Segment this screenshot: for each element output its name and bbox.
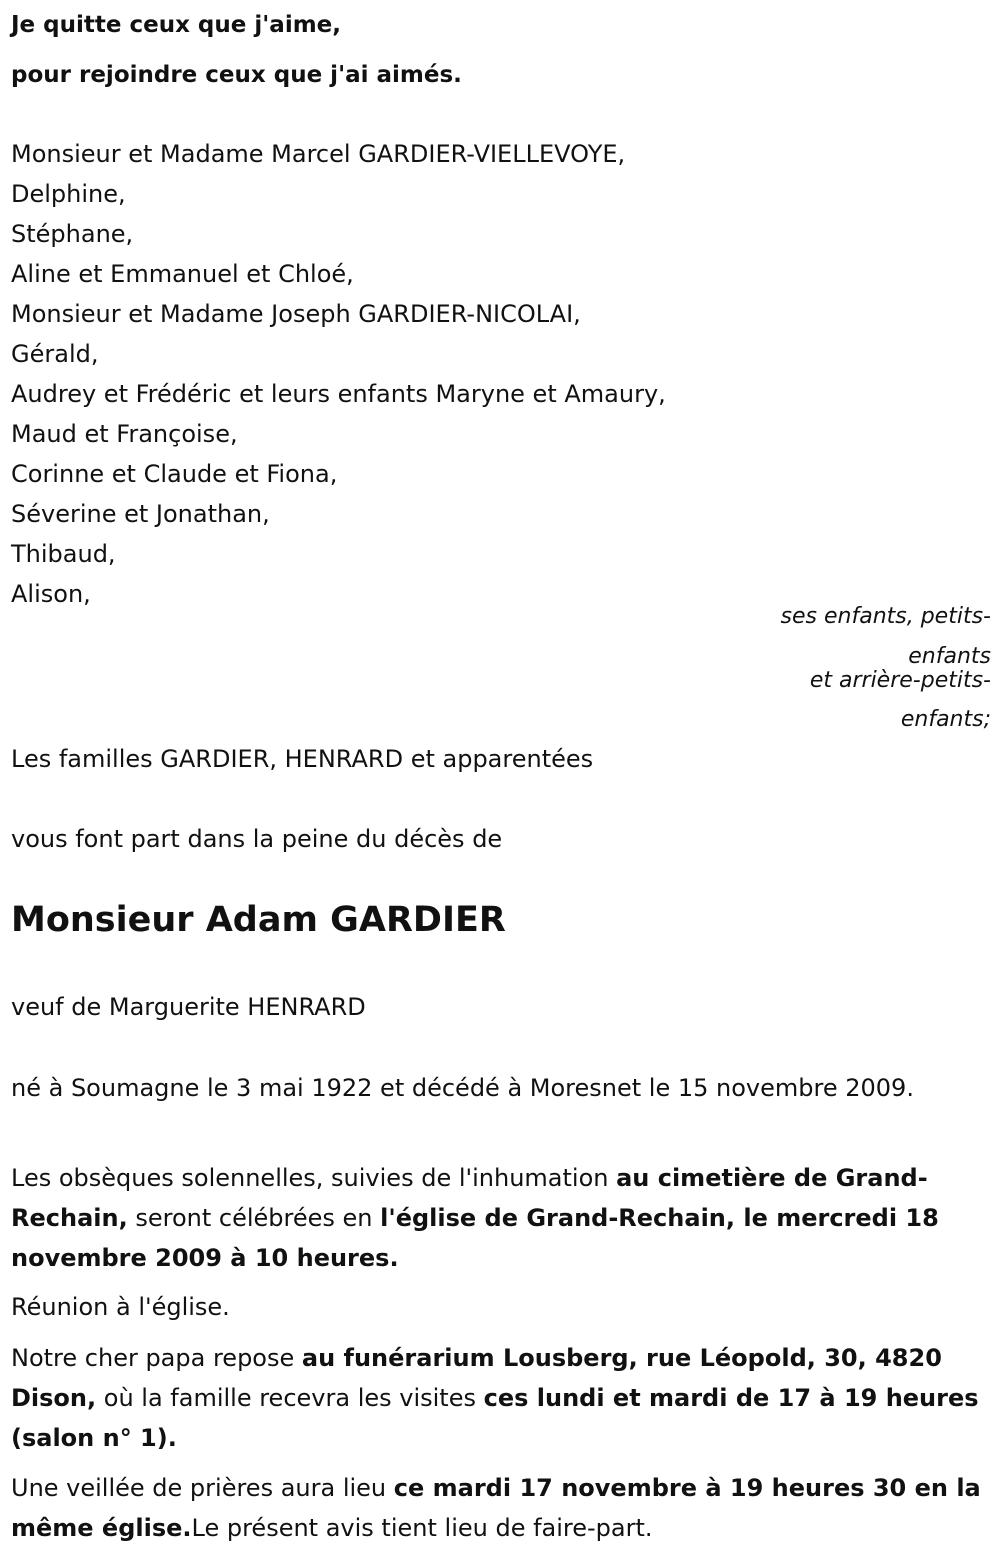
closing-note: Le présent avis tient lieu de faire-part. <box>191 1514 653 1542</box>
repose-funeral-home: au funérarium Lousberg, rue Léopold, 30, 4820 Dison, <box>11 1344 942 1412</box>
family-line: Aline et Emmanuel et Chloé, <box>11 260 354 288</box>
quote-line-1: Je quitte ceux que j'aime, <box>11 12 342 38</box>
family-line: Séverine et Jonathan, <box>11 500 270 528</box>
family-line: Gérald, <box>11 340 99 368</box>
family-line: Delphine, <box>11 180 126 208</box>
repose-visit-hours: ces lundi et mardi de 17 à 19 heures (salon n° 1). <box>11 1384 979 1452</box>
vigil-paragraph <box>11 1468 991 1548</box>
relation-line-1: ses enfants, petits- <box>780 604 991 629</box>
funeral-cemetery: au cimetière de Grand-Rechain, <box>11 1164 928 1232</box>
family-line: Stéphane, <box>11 220 134 248</box>
family-line: Maud et Françoise, <box>11 420 238 448</box>
family-line: Thibaud, <box>11 540 116 568</box>
vigil-date-place: ce mardi 17 novembre à 19 heures 30 en la même église. <box>11 1474 981 1542</box>
vigil-text: Une veillée de prières aura lieu <box>11 1474 394 1502</box>
funeral-paragraph <box>11 1158 991 1278</box>
relation-line-3: et arrière-petits- <box>809 668 991 693</box>
repose-paragraph <box>11 1338 991 1458</box>
family-line: Monsieur et Madame Marcel GARDIER-VIELLEVOYE, <box>11 140 626 168</box>
repose-text: Notre cher papa repose <box>11 1344 302 1372</box>
family-line: Corinne et Claude et Fiona, <box>11 460 338 488</box>
relation-line-4: enfants; <box>900 707 991 732</box>
deceased-name: Monsieur Adam GARDIER <box>11 900 506 940</box>
family-line: Alison, <box>11 580 91 608</box>
other-families: Les familles GARDIER, HENRARD et apparentées <box>11 745 594 773</box>
funeral-text: seront célébrées en <box>127 1204 381 1232</box>
relation-line-2: enfants <box>908 644 991 669</box>
funeral-text: Les obsèques solennelles, suivies de l'inhumation <box>11 1164 617 1192</box>
family-line: Monsieur et Madame Joseph GARDIER-NICOLAI, <box>11 300 581 328</box>
family-line: Audrey et Frédéric et leurs enfants Maryne et Amaury, <box>11 380 666 408</box>
meeting-note: Réunion à l'église. <box>11 1293 230 1321</box>
quote-line-2: pour rejoindre ceux que j'ai aimés. <box>11 62 462 88</box>
repose-text: où la famille recevra les visites <box>96 1384 484 1412</box>
birth-death-paragraph: né à Soumagne le 3 mai 1922 et décédé à Moresnet le 15 novembre 2009. <box>11 1074 914 1102</box>
funeral-church-date: l'église de Grand-Rechain, le mercredi 18 novembre 2009 à 10 heures. <box>11 1204 939 1272</box>
announcement: vous font part dans la peine du décès de <box>11 825 503 853</box>
widower-note: veuf de Marguerite HENRARD <box>11 993 366 1021</box>
